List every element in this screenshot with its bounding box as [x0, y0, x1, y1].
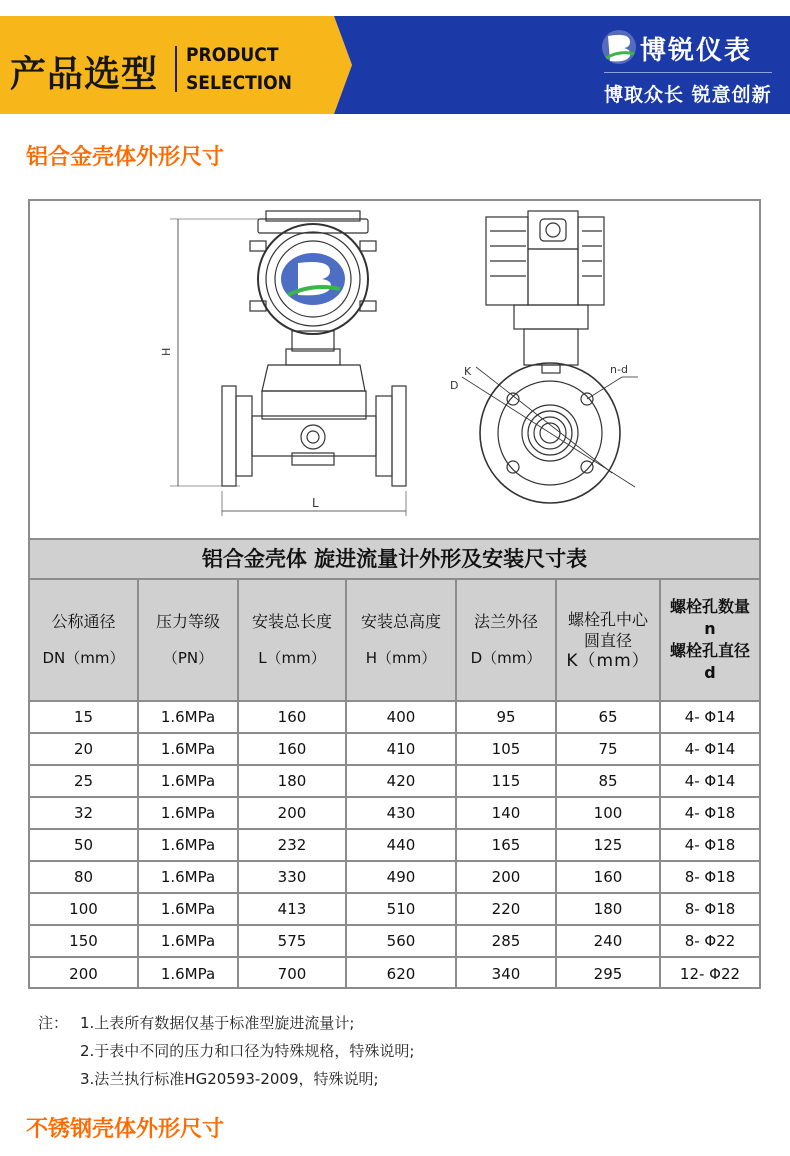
cell-pn: 1.6MPa — [138, 925, 238, 957]
cell-height: 440 — [346, 829, 456, 861]
cell-bolt-circle: 85 — [556, 765, 660, 797]
header-length-unit: L（mm） — [258, 649, 326, 667]
cell-flange: 115 — [456, 765, 556, 797]
header-dn — [30, 580, 138, 701]
cell-dn: 200 — [30, 957, 138, 989]
header-flange-label: 法兰外径 — [473, 612, 538, 631]
brand-logo-icon — [600, 28, 638, 66]
page-title: 产品选型 — [10, 54, 159, 95]
brand-name: 博锐仪表 — [640, 36, 753, 66]
table-row — [30, 957, 759, 989]
cell-pn: 1.6MPa — [138, 797, 238, 829]
section-title-stainless: 不锈钢壳体外形尺寸 — [26, 1117, 225, 1142]
cell-pn: 1.6MPa — [138, 829, 238, 861]
cell-pn: 1.6MPa — [138, 957, 238, 989]
cell-pn: 1.6MPa — [138, 893, 238, 925]
dimension-table — [30, 580, 759, 989]
cell-flange: 95 — [456, 701, 556, 733]
label-l: L — [312, 496, 319, 510]
cell-length: 200 — [238, 797, 346, 829]
table-row — [30, 701, 759, 733]
cell-bolt-holes: 8- Φ18 — [660, 893, 759, 925]
header-bolt-diameter-symbol: d — [704, 663, 716, 682]
label-h: H — [160, 347, 173, 356]
table-row — [30, 765, 759, 797]
cell-flange: 105 — [456, 733, 556, 765]
cell-dn: 100 — [30, 893, 138, 925]
notes-label: 注： — [38, 1014, 69, 1032]
cell-flange: 165 — [456, 829, 556, 861]
front-view-logo — [277, 243, 349, 315]
cell-bolt-holes: 8- Φ22 — [660, 925, 759, 957]
cell-flange: 140 — [456, 797, 556, 829]
cell-length: 575 — [238, 925, 346, 957]
header-flange-unit: D（mm） — [470, 649, 542, 667]
header-dn-unit: DN（mm） — [42, 649, 125, 667]
cell-flange: 200 — [456, 861, 556, 893]
cell-height: 490 — [346, 861, 456, 893]
cell-length: 160 — [238, 733, 346, 765]
cell-dn: 32 — [30, 797, 138, 829]
table-row — [30, 733, 759, 765]
cell-bolt-circle: 65 — [556, 701, 660, 733]
brand-separator — [604, 72, 772, 73]
dimension-frame — [28, 199, 761, 989]
cell-dn: 50 — [30, 829, 138, 861]
cell-dn: 20 — [30, 733, 138, 765]
cell-flange: 340 — [456, 957, 556, 989]
english-subtitle — [186, 41, 292, 97]
header-pn-label: 压力等级 — [155, 612, 220, 631]
header-length — [238, 580, 346, 701]
cell-length: 160 — [238, 701, 346, 733]
header-bolt-circle-label2: 圆直径 — [583, 630, 632, 650]
cell-flange: 285 — [456, 925, 556, 957]
note-item-2: 2.于表中不同的压力和口径为特殊规格，特殊说明; — [80, 1042, 415, 1060]
cell-length: 413 — [238, 893, 346, 925]
header-pn-unit: （PN） — [162, 649, 214, 667]
cell-bolt-circle: 160 — [556, 861, 660, 893]
header-banner — [0, 16, 790, 114]
cell-pn: 1.6MPa — [138, 701, 238, 733]
cell-length: 330 — [238, 861, 346, 893]
cell-height: 400 — [346, 701, 456, 733]
cell-bolt-holes: 4- Φ18 — [660, 829, 759, 861]
table-row — [30, 829, 759, 861]
side-view — [462, 211, 638, 503]
cell-dn: 15 — [30, 701, 138, 733]
cell-bolt-circle: 100 — [556, 797, 660, 829]
note-item-1: 1.上表所有数据仅基于标准型旋进流量计; — [80, 1014, 355, 1032]
cell-pn: 1.6MPa — [138, 733, 238, 765]
header-dn-label: 公称通径 — [51, 612, 116, 631]
note-item-3: 3.法兰执行标准HG20593-2009，特殊说明; — [80, 1070, 379, 1088]
cell-bolt-holes: 4- Φ18 — [660, 797, 759, 829]
cell-height: 560 — [346, 925, 456, 957]
header-bolt-count-symbol: n — [704, 619, 716, 638]
header-bolt-holes — [660, 580, 759, 701]
cell-pn: 1.6MPa — [138, 861, 238, 893]
table-row — [30, 797, 759, 829]
cell-height: 410 — [346, 733, 456, 765]
cell-bolt-circle: 180 — [556, 893, 660, 925]
cell-dn: 150 — [30, 925, 138, 957]
cell-bolt-circle: 125 — [556, 829, 660, 861]
technical-drawing — [30, 201, 759, 538]
table-row — [30, 861, 759, 893]
cell-pn: 1.6MPa — [138, 765, 238, 797]
header-pn — [138, 580, 238, 701]
cell-bolt-circle: 240 — [556, 925, 660, 957]
header-bolt-count-label: 螺栓孔数量 — [669, 597, 750, 616]
cell-height: 620 — [346, 957, 456, 989]
table-title: 铝合金壳体 旋进流量计外形及安装尺寸表 — [30, 538, 759, 580]
cell-height: 430 — [346, 797, 456, 829]
table-row — [30, 925, 759, 957]
cell-length: 700 — [238, 957, 346, 989]
header-bolt-circle-label1: 螺栓孔中心 — [567, 609, 648, 629]
label-nd: n-d — [610, 363, 628, 376]
title-divider — [175, 46, 177, 92]
cell-bolt-holes: 4- Φ14 — [660, 765, 759, 797]
cell-dn: 80 — [30, 861, 138, 893]
header-height-label: 安装总高度 — [360, 612, 441, 631]
header-length-label: 安装总长度 — [251, 612, 332, 631]
cell-length: 180 — [238, 765, 346, 797]
cell-height: 420 — [346, 765, 456, 797]
cell-flange: 220 — [456, 893, 556, 925]
header-bolt-circle-unit: K（mm） — [566, 650, 650, 671]
cell-bolt-holes: 8- Φ18 — [660, 861, 759, 893]
section-title-aluminum: 铝合金壳体外形尺寸 — [26, 145, 225, 170]
cell-bolt-holes: 12- Φ22 — [660, 957, 759, 989]
cell-bolt-circle: 75 — [556, 733, 660, 765]
cell-length: 232 — [238, 829, 346, 861]
brand-slogan: 博取众长 锐意创新 — [604, 84, 772, 106]
cell-height: 510 — [346, 893, 456, 925]
cell-bolt-circle: 295 — [556, 957, 660, 989]
table-row — [30, 893, 759, 925]
label-k: K — [464, 365, 472, 378]
cell-dn: 25 — [30, 765, 138, 797]
label-d: D — [450, 379, 459, 392]
header-flange-diameter — [456, 580, 556, 701]
header-bolt-circle — [556, 580, 660, 701]
english-subtitle-line1: PRODUCT — [186, 44, 279, 66]
english-subtitle-line2: SELECTION — [186, 72, 292, 94]
header-height — [346, 580, 456, 701]
cell-bolt-holes: 4- Φ14 — [660, 733, 759, 765]
header-height-unit: H（mm） — [365, 649, 437, 667]
cell-bolt-holes: 4- Φ14 — [660, 701, 759, 733]
table-header-row — [30, 580, 759, 701]
header-bolt-diameter-label: 螺栓孔直径 — [669, 641, 750, 660]
